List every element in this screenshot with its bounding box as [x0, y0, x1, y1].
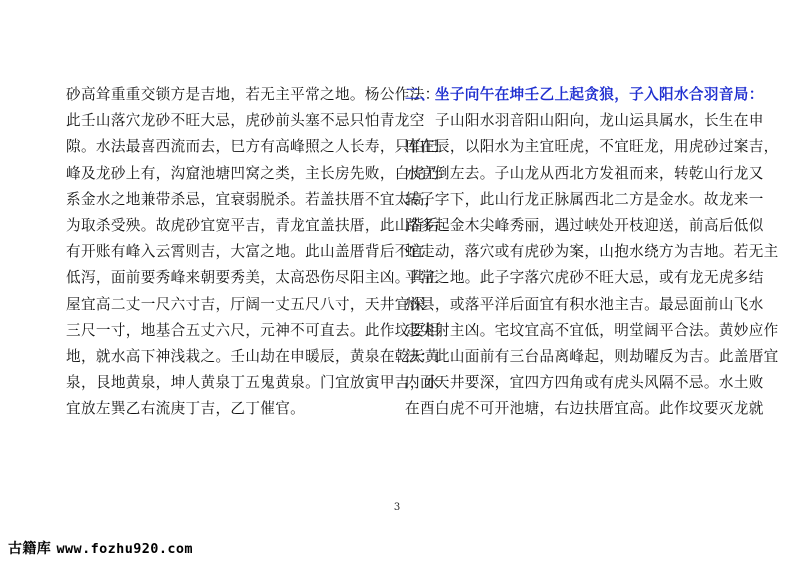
text-line: 内面天井要深，宜四方四角或有虎头风隔不忌。水土败 [405, 374, 764, 392]
text-line: 屋宜高二丈一尺六寸吉，厅阔一丈五尺八寸，天井宜深 [66, 295, 425, 313]
text-line: 法：此山面前有三台品离峰起，则劫曜反为吉。此盖厝宜 [405, 347, 779, 365]
text-line: 有开账有峰入云霄则吉，大富之地。此山盖厝背后不宜 [66, 243, 425, 261]
left-text-column [66, 82, 440, 422]
text-line: 泉，艮地黄泉，坤人黄泉丁五鬼黄泉。门宜放寅甲吉，水 [66, 374, 440, 392]
text-line: 地，就水高下神浅栽之。壬山劫在申暖辰，黄泉在乾天黄 [66, 347, 440, 365]
text-line: 平常之地。此子字落穴虎砂不旺大忌，或有龙无虎多结 [405, 269, 764, 287]
text-line: 系金水之地兼带杀忌，宜衰弱脱杀。若盖扶厝不宜太高， [66, 190, 440, 208]
text-line: 子山阳水羽音阳山阳向，龙山运具属水，长生在申 [435, 112, 764, 130]
text-line: 库在辰，以阳水为主宜旺虎，不宜旺龙，用虎砂过案吉， [405, 138, 779, 156]
text-line: 峰及龙砂上有，沟窟池塘凹窝之类，主长房先败，白虎乃 [66, 164, 440, 182]
text-line: 低泻，面前要秀峰来朝要秀美，太高恐伤尽阳主凶。其正 [66, 269, 440, 287]
text-line: 路多起金木尖峰秀丽，遇过峡处开枝迎送，前高后低似 [405, 216, 764, 234]
text-line: 水宜倒左去。子山龙从西北方发祖而来，转乾山行龙又 [405, 164, 764, 182]
right-text-column [405, 82, 779, 422]
watermark-url: www.fozhu920.com [56, 541, 193, 557]
text-line: 州县，或落平洋后面宜有积水池主吉。最忌面前山飞水 [405, 295, 764, 313]
text-line: 蛇走动，落穴或有虎砂为案，山抱水绕方为吉地。若无主 [405, 243, 779, 261]
text-line: 为取杀受殃。故虎砂宜宽平吉，青龙宜盖扶厝，此山背后 [66, 216, 440, 234]
text-line: 此壬山落穴龙砂不旺大忌，虎砂前头塞不忌只怕青龙空 [66, 112, 425, 130]
watermark-site-name: 古籍库 [8, 541, 52, 557]
site-watermark [8, 538, 193, 558]
text-line: 宜放左巽乙右流庚丁吉，乙丁催官。 [66, 400, 306, 418]
page-number: 3 [393, 502, 401, 513]
text-line: 砂高耸重重交锁方是吉地，若无主平常之地。杨公作法： [66, 86, 440, 103]
text-line: 走尖射主凶。宅坟宜高不宜低，明堂阔平合法。黄妙应作 [405, 321, 779, 339]
section-heading: 二、坐子向午在坤壬乙上起贪狼，子入阳水合羽音局： [405, 86, 764, 103]
text-line: 转子字下，此山行龙正脉属西北二方是金水。故龙来一 [405, 190, 764, 208]
text-line: 隙。水法最喜西流而去，巳方有高峰照之人长寿，只怕巳 [66, 138, 440, 156]
text-line: 三尺一寸，地基合五丈六尺，元神不可直去。此作坟要相 [66, 321, 440, 339]
text-line: 在酉白虎不可开池塘，右边扶厝宜高。此作坟要灭龙就 [405, 400, 764, 418]
